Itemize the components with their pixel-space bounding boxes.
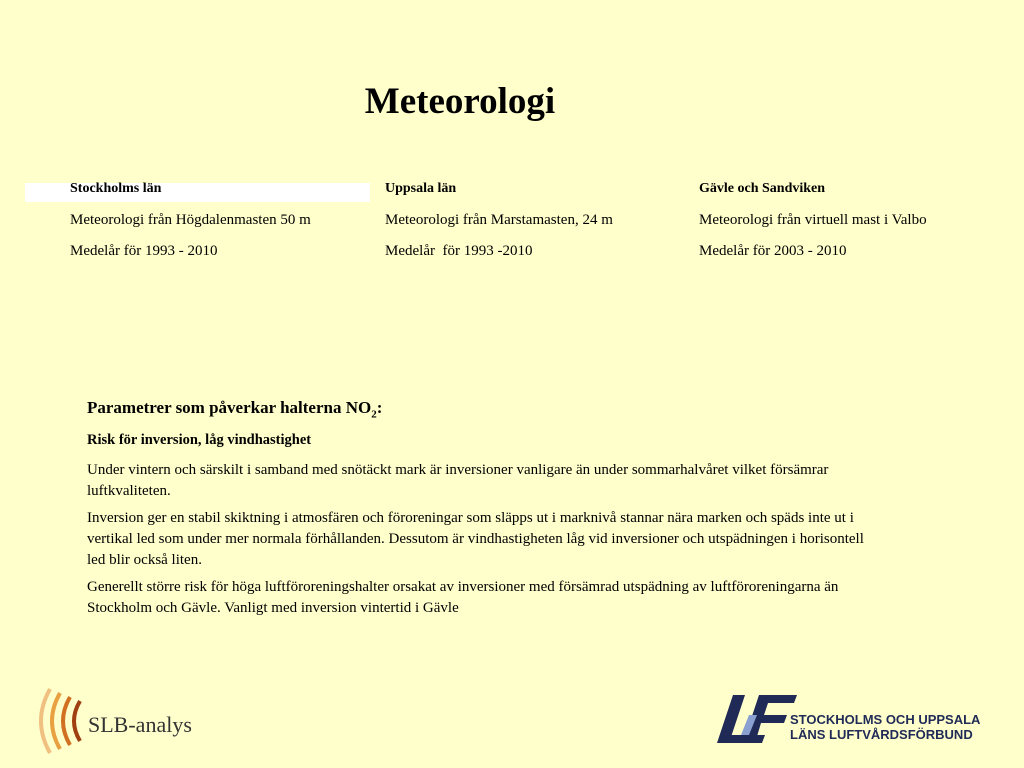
parameters-heading <box>87 398 877 420</box>
column-gavle <box>699 180 927 273</box>
paragraph: Generellt större risk för höga luftföroreningshalter orsakat av inversioner med försämrad utspädning av luftföroreningarna än Stockholm och Gävle. Vanligt med inversion vintertid i Gävle <box>87 579 839 617</box>
column-stockholm <box>70 180 311 273</box>
column-source: Meteorologi från virtuell mast i Valbo <box>699 212 927 228</box>
lvf-line1: STOCKHOLMS OCH UPPSALA <box>790 712 981 727</box>
paragraph: Inversion ger en stabil skiktning i atmosfären och föroreningar som släpps ut i marknivå stannar nära marken och späds inte ut i vertikal led som under mer normala förhållanden. Dessutom är vindhastigheten låg vid inversioner och utspädningen i horisontell led blir också liten. <box>87 510 864 569</box>
column-period: Medelår för 2003 - 2010 <box>699 243 847 259</box>
column-period: Medelår för 1993 -2010 <box>385 243 533 259</box>
column-source: Meteorologi från Högdalenmasten 50 m <box>70 212 311 228</box>
column-header: Stockholms län <box>70 181 162 196</box>
parameters-section <box>87 398 877 625</box>
lvf-line2: LÄNS LUFTVÅRDSFÖRBUND <box>790 727 973 742</box>
heading-colon: : <box>376 398 383 417</box>
paragraph: Under vintern och särskilt i samband med snötäckt mark är inversioner vanligare än under sommarhalvåret vilket försämrar luftkvaliteten. <box>87 462 829 500</box>
column-period: Medelår för 1993 - 2010 <box>70 243 218 259</box>
heading-subscript: 2 <box>371 408 377 421</box>
lvf-logo-text <box>790 712 980 742</box>
parameters-subheading: Risk för inversion, låg vindhastighet <box>87 432 312 449</box>
column-header: Uppsala län <box>385 181 457 196</box>
slb-logo-text: SLB-analys <box>88 712 192 737</box>
column-source: Meteorologi från Marstamasten, 24 m <box>385 212 613 228</box>
page-title: Meteorologi <box>364 81 556 122</box>
column-uppsala <box>385 180 613 273</box>
column-header: Gävle och Sandviken <box>699 181 826 196</box>
heading-text: Parametrer som påverkar halterna NO <box>87 398 372 417</box>
